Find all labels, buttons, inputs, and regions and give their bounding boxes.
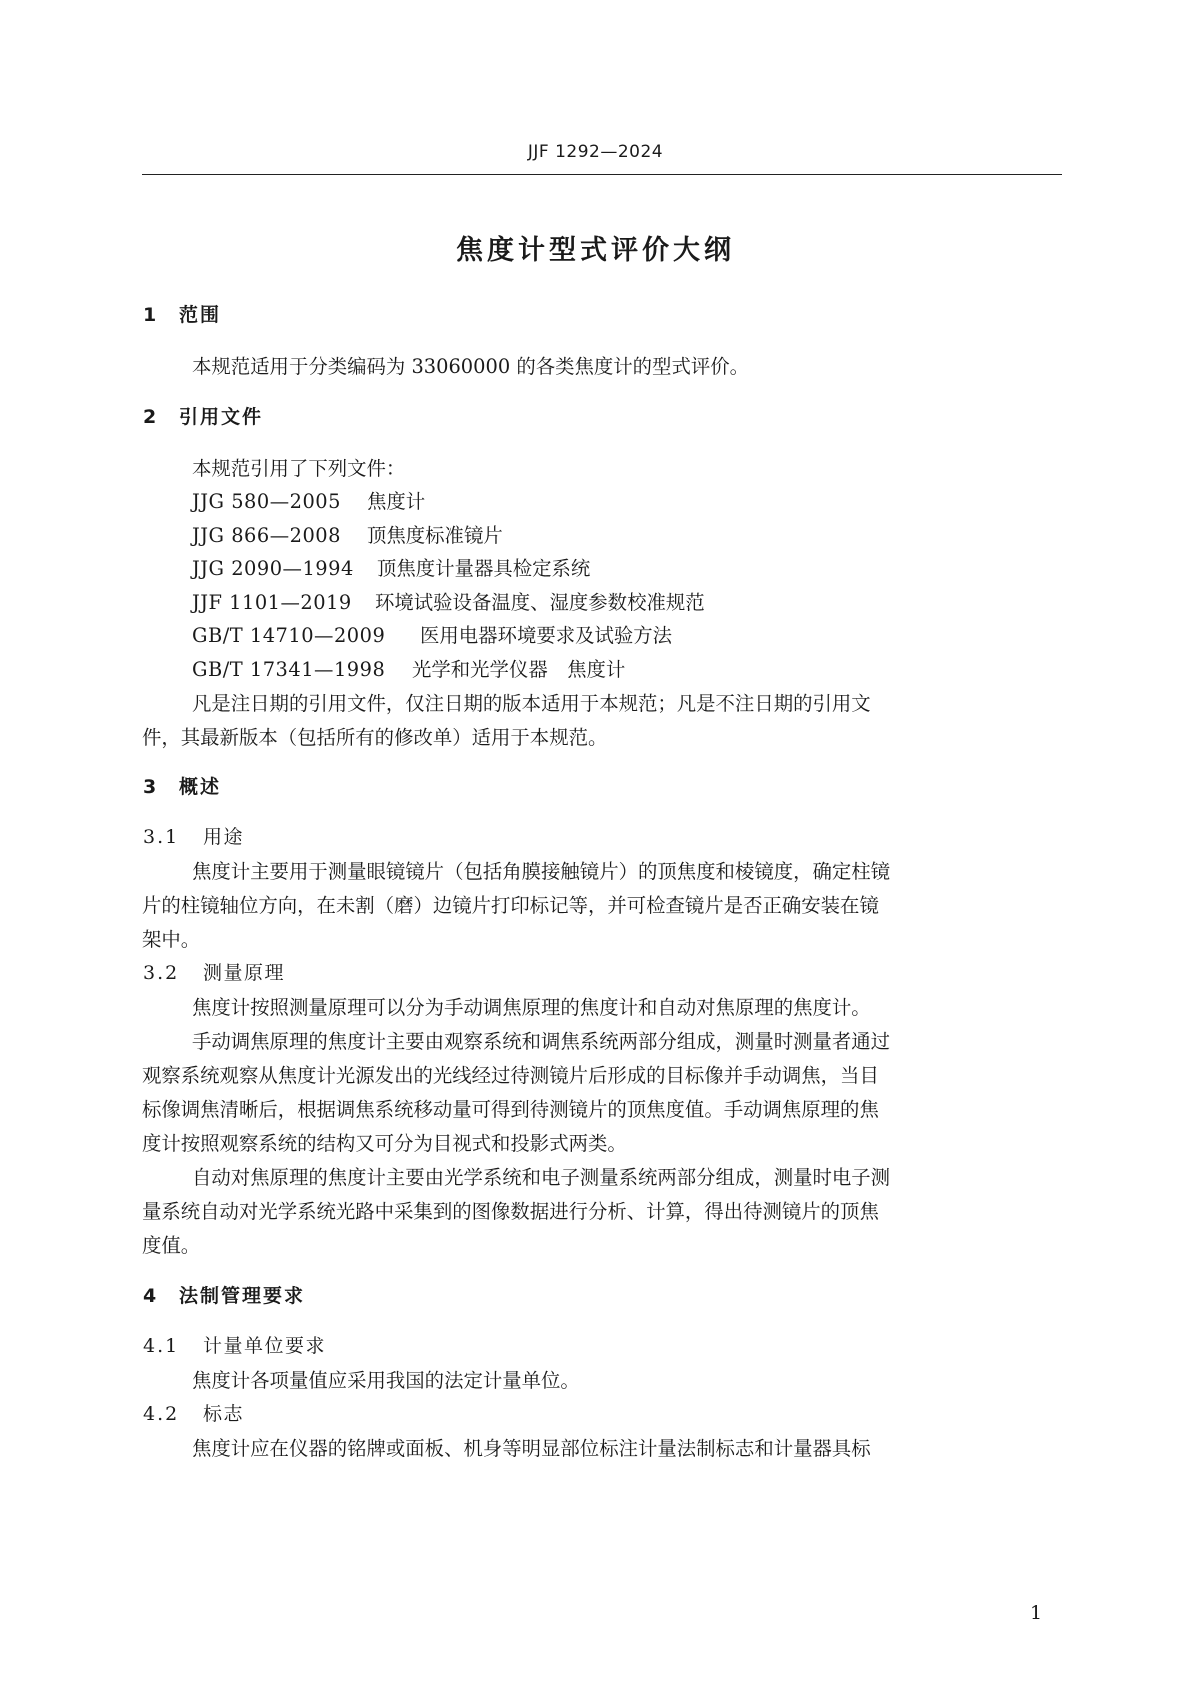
subsection-number: 4.2 <box>143 1403 180 1425</box>
section-number: 2 <box>143 406 157 428</box>
paragraph-line: 焦度计按照测量原理可以分为手动调焦原理的焦度计和自动对焦原理的焦度计。 <box>192 996 871 1019</box>
reference-title: 焦度计 <box>367 490 426 513</box>
section-3-heading <box>143 772 221 799</box>
section-number: 4 <box>143 1285 157 1307</box>
reference-title: 医用电器环境要求及试验方法 <box>420 624 673 647</box>
paragraph-line: 标像调焦清晰后，根据调焦系统移动量可得到待测镜片的顶焦度值。手动调焦原理的焦 <box>142 1098 879 1121</box>
reference-item <box>192 553 1062 581</box>
reference-item <box>192 620 1062 648</box>
paragraph-line: 凡是注日期的引用文件，仅注日期的版本适用于本规范；凡是不注日期的引用文 <box>192 692 871 715</box>
section-2-intro: 本规范引用了下列文件： <box>192 457 406 480</box>
paragraph-line: 度值。 <box>142 1234 201 1257</box>
section-title: 引用文件 <box>179 406 264 428</box>
subsection-3-1-heading <box>143 822 244 849</box>
paragraph-line: 度计按照观察系统的结构又可分为目视式和投影式两类。 <box>142 1132 627 1155</box>
section-number: 1 <box>143 304 157 326</box>
standard-code-header: JJF 1292—2024 <box>527 142 664 162</box>
paragraph-line: 焦度计应在仪器的铭牌或面板、机身等明显部位标注计量法制标志和计量器具标 <box>192 1437 871 1460</box>
reference-code: JJG 866—2008 <box>192 524 341 547</box>
reference-code: JJG 2090—1994 <box>192 557 354 580</box>
paragraph-line: 焦度计主要用于测量眼镜镜片（包括角膜接触镜片）的顶焦度和棱镜度，确定柱镜 <box>192 860 891 883</box>
reference-code: JJG 580—2005 <box>192 490 341 513</box>
subsection-title: 测量原理 <box>203 962 286 984</box>
reference-item <box>192 520 1062 548</box>
section-2-heading <box>143 402 263 429</box>
reference-title: 顶焦度计量器具检定系统 <box>377 557 591 580</box>
reference-title: 顶焦度标准镜片 <box>367 524 503 547</box>
section-4-heading <box>143 1281 305 1308</box>
subsection-4-1-heading <box>143 1331 326 1358</box>
reference-title: 环境试验设备温度、湿度参数校准规范 <box>375 591 705 614</box>
section-1-text: 本规范适用于分类编码为 33060000 的各类焦度计的型式评价。 <box>192 355 750 378</box>
reference-item <box>192 486 1062 514</box>
paragraph-line: 量系统自动对光学系统光路中采集到的图像数据进行分析、计算，得出待测镜片的顶焦 <box>142 1200 879 1223</box>
subsection-title: 标志 <box>203 1403 245 1425</box>
subsection-3-2-heading <box>143 958 285 985</box>
header-divider <box>142 174 1062 175</box>
document-title: 焦度计型式评价大纲 <box>456 235 735 266</box>
paragraph-line: 自动对焦原理的焦度计主要由光学系统和电子测量系统两部分组成，测量时电子测 <box>192 1166 891 1189</box>
page-number: 1 <box>1030 1602 1043 1624</box>
subsection-number: 4.1 <box>143 1335 180 1357</box>
paragraph-line: 片的柱镜轴位方向，在未割（磨）边镜片打印标记等，并可检查镜片是否正确安装在镜 <box>142 894 879 917</box>
section-title: 法制管理要求 <box>179 1285 306 1307</box>
paragraph-line: 观察系统观察从焦度计光源发出的光线经过待测镜片后形成的目标像并手动调焦，当目 <box>142 1064 879 1087</box>
section-1-heading <box>143 300 221 327</box>
section-number: 3 <box>143 776 157 798</box>
paragraph-line: 架中。 <box>142 928 201 951</box>
paragraph-line: 焦度计各项量值应采用我国的法定计量单位。 <box>192 1369 580 1392</box>
subsection-4-2-heading <box>143 1399 244 1426</box>
paragraph-line: 件，其最新版本（包括所有的修改单）适用于本规范。 <box>142 726 608 749</box>
subsection-title: 用途 <box>203 826 245 848</box>
reference-code: JJF 1101—2019 <box>192 591 352 614</box>
subsection-number: 3.1 <box>143 826 180 848</box>
subsection-number: 3.2 <box>143 962 180 984</box>
section-title: 概述 <box>179 776 222 798</box>
paragraph-line: 手动调焦原理的焦度计主要由观察系统和调焦系统两部分组成，测量时测量者通过 <box>192 1030 891 1053</box>
reference-title: 光学和光学仪器 焦度计 <box>412 658 626 681</box>
reference-code: GB/T 14710—2009 <box>192 624 386 647</box>
reference-item <box>192 654 1062 682</box>
section-title: 范围 <box>179 304 222 326</box>
subsection-title: 计量单位要求 <box>203 1335 327 1357</box>
reference-code: GB/T 17341—1998 <box>192 658 386 681</box>
reference-item <box>192 587 1062 615</box>
